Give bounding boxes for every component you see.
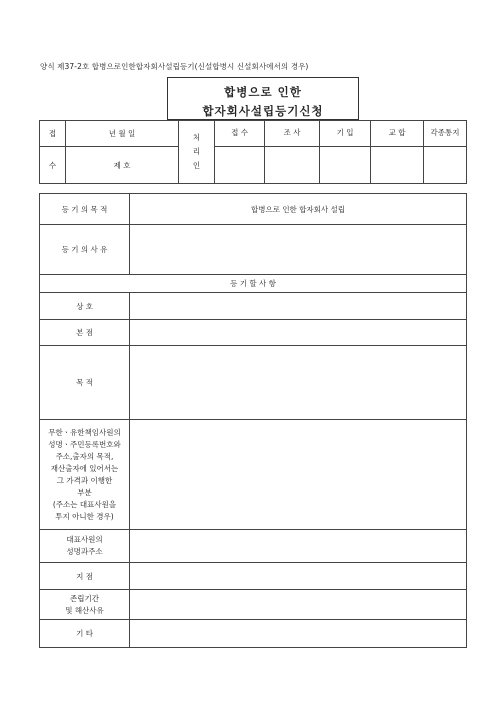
partners-line: 주소,출자의 목적,: [55, 451, 114, 461]
objective-field[interactable]: [130, 346, 467, 420]
processor-label: [179, 121, 215, 184]
cell-entry[interactable]: [320, 147, 371, 184]
col-inspect: 조 사: [265, 121, 320, 147]
partners-line: (주소는 대표사원을: [52, 499, 117, 509]
reason-field[interactable]: [130, 225, 467, 275]
partners-line: 투지 아니한 경우): [55, 511, 114, 521]
reason-label: 등 기 의 사 유: [40, 225, 130, 275]
partners-line: 성명ㆍ주민등록번호와: [48, 439, 121, 449]
registration-table: [39, 193, 467, 648]
partners-line: 부분: [77, 487, 92, 497]
form-caption: 양식 제37-2호 합병으로인한합자회사설립등기(신설합병시 신설회사에서의 경우): [40, 62, 309, 71]
trade-name-label: 상 호: [40, 293, 130, 320]
partners-line: 재산출자에 있어서는: [50, 463, 119, 473]
partners-label: [40, 420, 130, 530]
partners-field[interactable]: [130, 420, 467, 530]
representative-line: 대표사원의: [66, 535, 103, 544]
other-label: 기 타: [40, 620, 130, 648]
col-check: 교 합: [371, 121, 424, 147]
head-office-label: 본 점: [40, 320, 130, 346]
cell-notice[interactable]: [424, 147, 467, 184]
processor-char: 리: [192, 147, 201, 156]
receipt-date-label: 년 월 일: [66, 121, 179, 147]
receipt-jeop: 접: [40, 121, 66, 147]
cell-inspect[interactable]: [265, 147, 320, 184]
representative-field[interactable]: [130, 530, 467, 563]
representative-label: [40, 530, 130, 563]
matters-header: 등 기 할 사 항: [40, 275, 467, 293]
purpose-label: 등 기 의 목 적: [40, 194, 130, 225]
partners-line: 그 가격과 이행한: [56, 475, 113, 485]
duration-label: [40, 590, 130, 620]
receipt-number-label: 제 호: [66, 147, 179, 184]
cell-receipt[interactable]: [215, 147, 265, 184]
purpose-value: 합병으로 인한 합자회사 설립: [130, 194, 467, 225]
col-entry: 기 입: [320, 121, 371, 147]
other-field[interactable]: [130, 620, 467, 648]
objective-label: 목 적: [40, 346, 130, 420]
head-office-field[interactable]: [130, 320, 467, 346]
cell-check[interactable]: [371, 147, 424, 184]
duration-line: 존립기간: [70, 593, 99, 603]
form-title: [167, 77, 359, 120]
duration-field[interactable]: [130, 590, 467, 620]
duration-line: 및 해산사유: [65, 605, 104, 615]
col-notice: 각종통지: [424, 121, 467, 147]
branch-field[interactable]: [130, 563, 467, 590]
title-line-1: 합병으로 인한: [224, 85, 302, 99]
partners-line: 무한ㆍ유한책임사원의: [48, 427, 121, 437]
processor-char: 처: [192, 133, 201, 142]
title-line-2: 합자회사설립등기신청: [202, 104, 324, 118]
branch-label: 지 점: [40, 563, 130, 590]
col-receipt: 접 수: [215, 121, 265, 147]
representative-line: 성명과주소: [66, 547, 103, 556]
processor-char: 인: [192, 161, 201, 170]
receipt-su: 수: [40, 147, 66, 184]
trade-name-field[interactable]: [130, 293, 467, 320]
receipt-table: [39, 120, 467, 184]
